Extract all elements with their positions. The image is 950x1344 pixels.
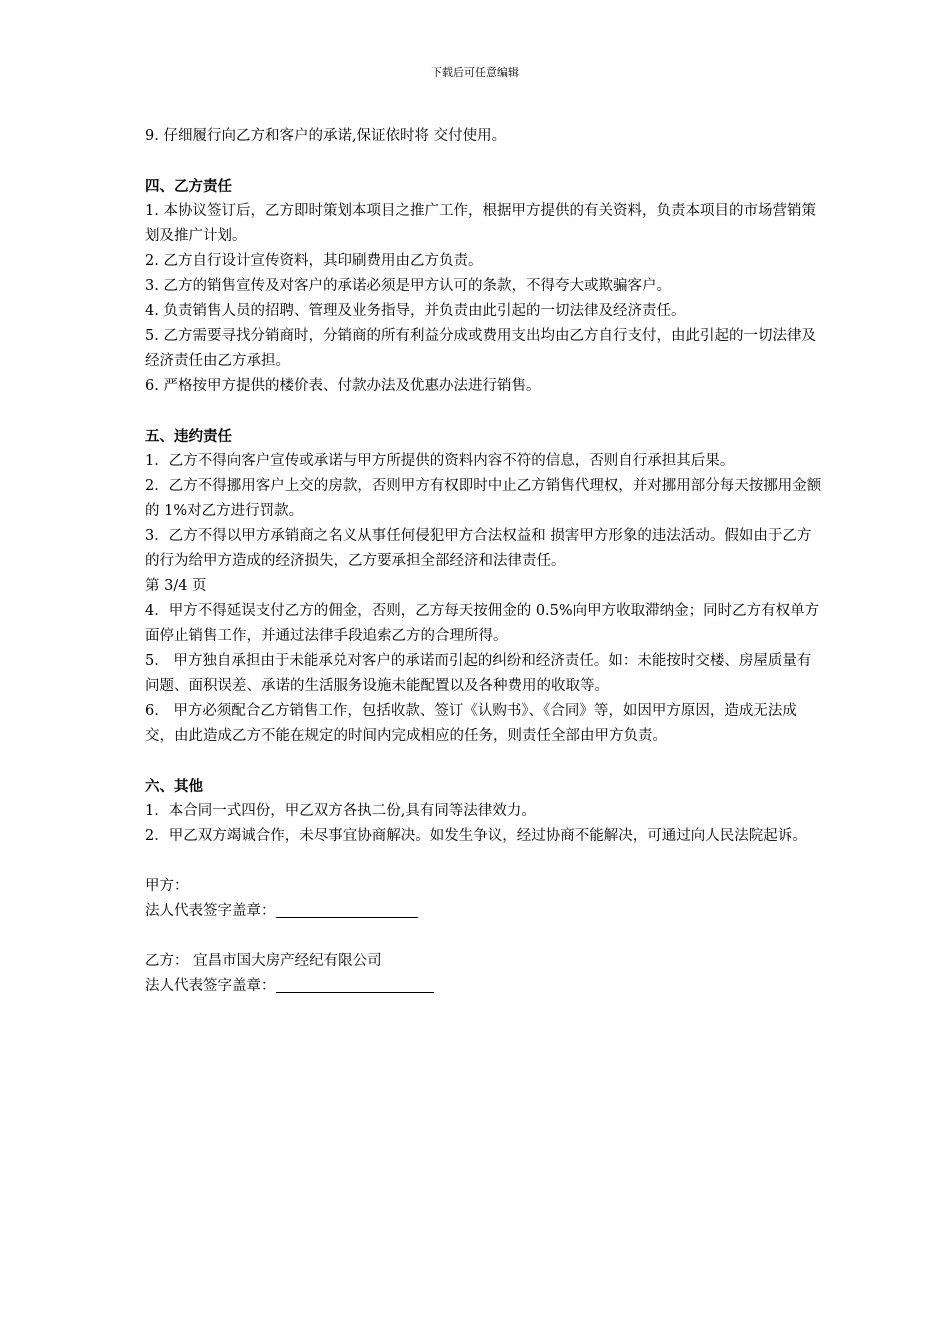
section6-item-1: 1．本合同一式四份，甲乙双方各执二份,具有同等法律效力。	[145, 803, 536, 819]
spacer	[145, 399, 825, 424]
section4-item-3: 3. 乙方的销售宣传及对客户的承诺必须是甲方认可的条款，不得夸大或欺骗客户。	[145, 278, 671, 294]
section5-item-4: 4．甲方不得延误支付乙方的佣金，否则，乙方每天按佣金的 0.5%向甲方收取滞纳金；同时乙方有权单方面停止销售工作，并通过法律手段追索乙方的合理所得。	[145, 603, 820, 644]
spacer	[145, 749, 825, 774]
section5-item-5: 5． 甲方独自承担由于未能承兑对客户的承诺而引起的纠纷和经济责任。如：未能按时交楼、房屋质量有问题、面积误差、承诺的生活服务设施未能配置以及各种费用的收取等。	[145, 653, 812, 694]
party-a-signature-row	[145, 899, 825, 924]
party-b-rep-label: 法人代表签字盖章：	[145, 978, 276, 994]
page-header: 下载后可任意编辑	[431, 66, 519, 79]
party-b-label: 乙方： 宜昌市国大房产经纪有限公司	[145, 953, 382, 969]
section5-item-3: 3．乙方不得以甲方承销商之名义从事任何侵犯甲方合法权益和 损害甲方形象的违法活动。假如由于乙方的行为给甲方造成的经济损失，乙方要承担全部经济和法律责任。	[145, 528, 812, 569]
section5-item-1: 1．乙方不得向客户宣传或承诺与甲方所提供的资料内容不符的信息，否则自行承担其后果。	[145, 453, 735, 469]
section6-item-2: 2．甲乙双方竭诚合作，未尽事宜协商解决。如发生争议，经过协商不能解决，可通过向人民法院起诉。	[145, 828, 807, 844]
section4-title: 四、乙方责任	[145, 178, 232, 195]
section4-item-5: 5. 乙方需要寻找分销商时，分销商的所有利益分成或费用支出均由乙方自行支付，由此引起的一切法律及经济责任由乙方承担。	[145, 328, 816, 369]
section4-item-2: 2. 乙方自行设计宣传资料，其印刷费用由乙方负责。	[145, 253, 483, 269]
section5-title: 五、违约责任	[145, 428, 232, 445]
page-marker: 第 3/4 页	[145, 578, 207, 594]
spacer	[145, 849, 825, 874]
section4-item-4: 4. 负责销售人员的招聘、管理及业务指导，并负责由此引起的一切法律及经济责任。	[145, 303, 686, 319]
document-body	[145, 124, 825, 999]
section3-item-9: 9. 仔细履行向乙方和客户的承诺,保证依时将 交付使用。	[145, 128, 507, 144]
section6-title: 六、其他	[145, 778, 203, 795]
party-b-signature-row	[145, 974, 825, 999]
section4-item-6: 6. 严格按甲方提供的楼价表、付款办法及优惠办法进行销售。	[145, 378, 541, 394]
section4-item-1: 1. 本协议签订后，乙方即时策划本项目之推广工作，根据甲方提供的有关资料，负责本项目的市场营销策划及推广计划。	[145, 203, 816, 244]
section5-item-2: 2．乙方不得挪用客户上交的房款，否则甲方有权即时中止乙方销售代理权，并对挪用部分每天按挪用金额的 1%对乙方进行罚款。	[145, 478, 822, 519]
spacer	[145, 924, 825, 949]
party-b-signature-line	[276, 976, 434, 993]
party-a-signature-line	[276, 901, 418, 918]
party-a-label: 甲方：	[145, 878, 189, 894]
section5-item-6: 6． 甲方必须配合乙方销售工作，包括收款、签订《认购书》、《合同》等，如因甲方原因，造成无法成交，由此造成乙方不能在规定的时间内完成相应的任务，则责任全部由甲方负责。	[145, 703, 797, 744]
spacer	[145, 149, 825, 174]
party-a-rep-label: 法人代表签字盖章：	[145, 903, 276, 919]
